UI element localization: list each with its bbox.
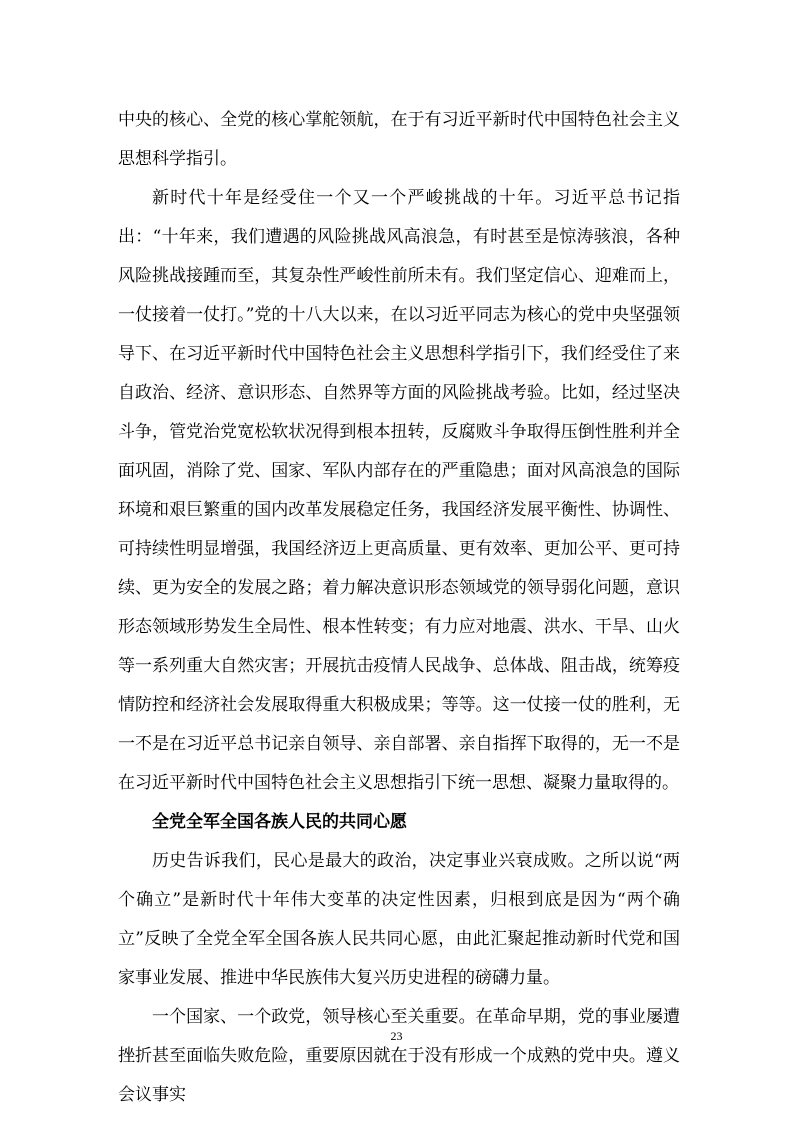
paragraph-new-era-challenges: 新时代十年是经受住一个又一个严峻挑战的十年。习近平总书记指出：“十年来，我们遭遇的风险挑战风高浪急，有时甚至是惊涛骇浪，各种风险挑战接踵而至，其复杂性严峻性前所未有。我们坚定信心、迎难而上，一仗接着一仗打。”党的十八大以来，在以习近平同志为核心的党中央坚强领导下、在习近平新时代中国特色社会主义思想科学指引下，我们经受住了来自政治、经济、意识形态、自然界等方面的风险挑战考验。比如，经过坚决斗争，管党治党宽松软状况得到根本扭转，反腐败斗争取得压倒性胜利并全面巩固，消除了党、国家、军队内部存在的严重隐患；面对风高浪急的国际环境和艰巨繁重的国内改革发展稳定任务，我国经济发展平衡性、协调性、可持续性明显增强，我国经济迈上更高质量、更有效率、更加公平、更可持续、更为安全的发展之路；着力解决意识形态领域党的领导弱化问题，意识形态领域形势发生全局性、根本性转变；有力应对地震、洪水、干旱、山火等一系列重大自然灾害；开展抗击疫情人民战争、总体战、阻击战，统筹疫情防控和经济社会发展取得重大积极成果；等等。这一仗接一仗的胜利，无一不是在习近平总书记亲自领导、亲自部署、亲自指挥下取得的，无一不是在习近平新时代中国特色社会主义思想指引下统一思想、凝聚力量取得的。 <box>118 188 680 793</box>
paragraph-continuation: 中央的核心、全党的核心掌舵领航，在于有习近平新时代中国特色社会主义思想科学指引。 <box>118 110 680 169</box>
paragraph-popular-will: 历史告诉我们，民心是最大的政治，决定事业兴衰成败。之所以说“两个确立”是新时代十年伟大变革的决定性因素，归根到底是因为“两个确立”反映了全党全军全国各族人民共同心愿，由此汇聚起推动新时代党和国家事业发展、推进中华民族伟大复兴历史进程的磅礴力量。 <box>118 851 680 988</box>
page-number: 23 <box>390 1029 403 1043</box>
paragraph-leadership-core: 一个国家、一个政党，领导核心至关重要。在革命早期，党的事业屡遭挫折甚至面临失败危险，重要原因就在于没有形成一个成熟的党中央。遵义会议事实 <box>118 1007 680 1105</box>
page-body <box>118 101 680 1115</box>
section-heading: 全党全军全国各族人民的共同心愿 <box>152 812 407 832</box>
